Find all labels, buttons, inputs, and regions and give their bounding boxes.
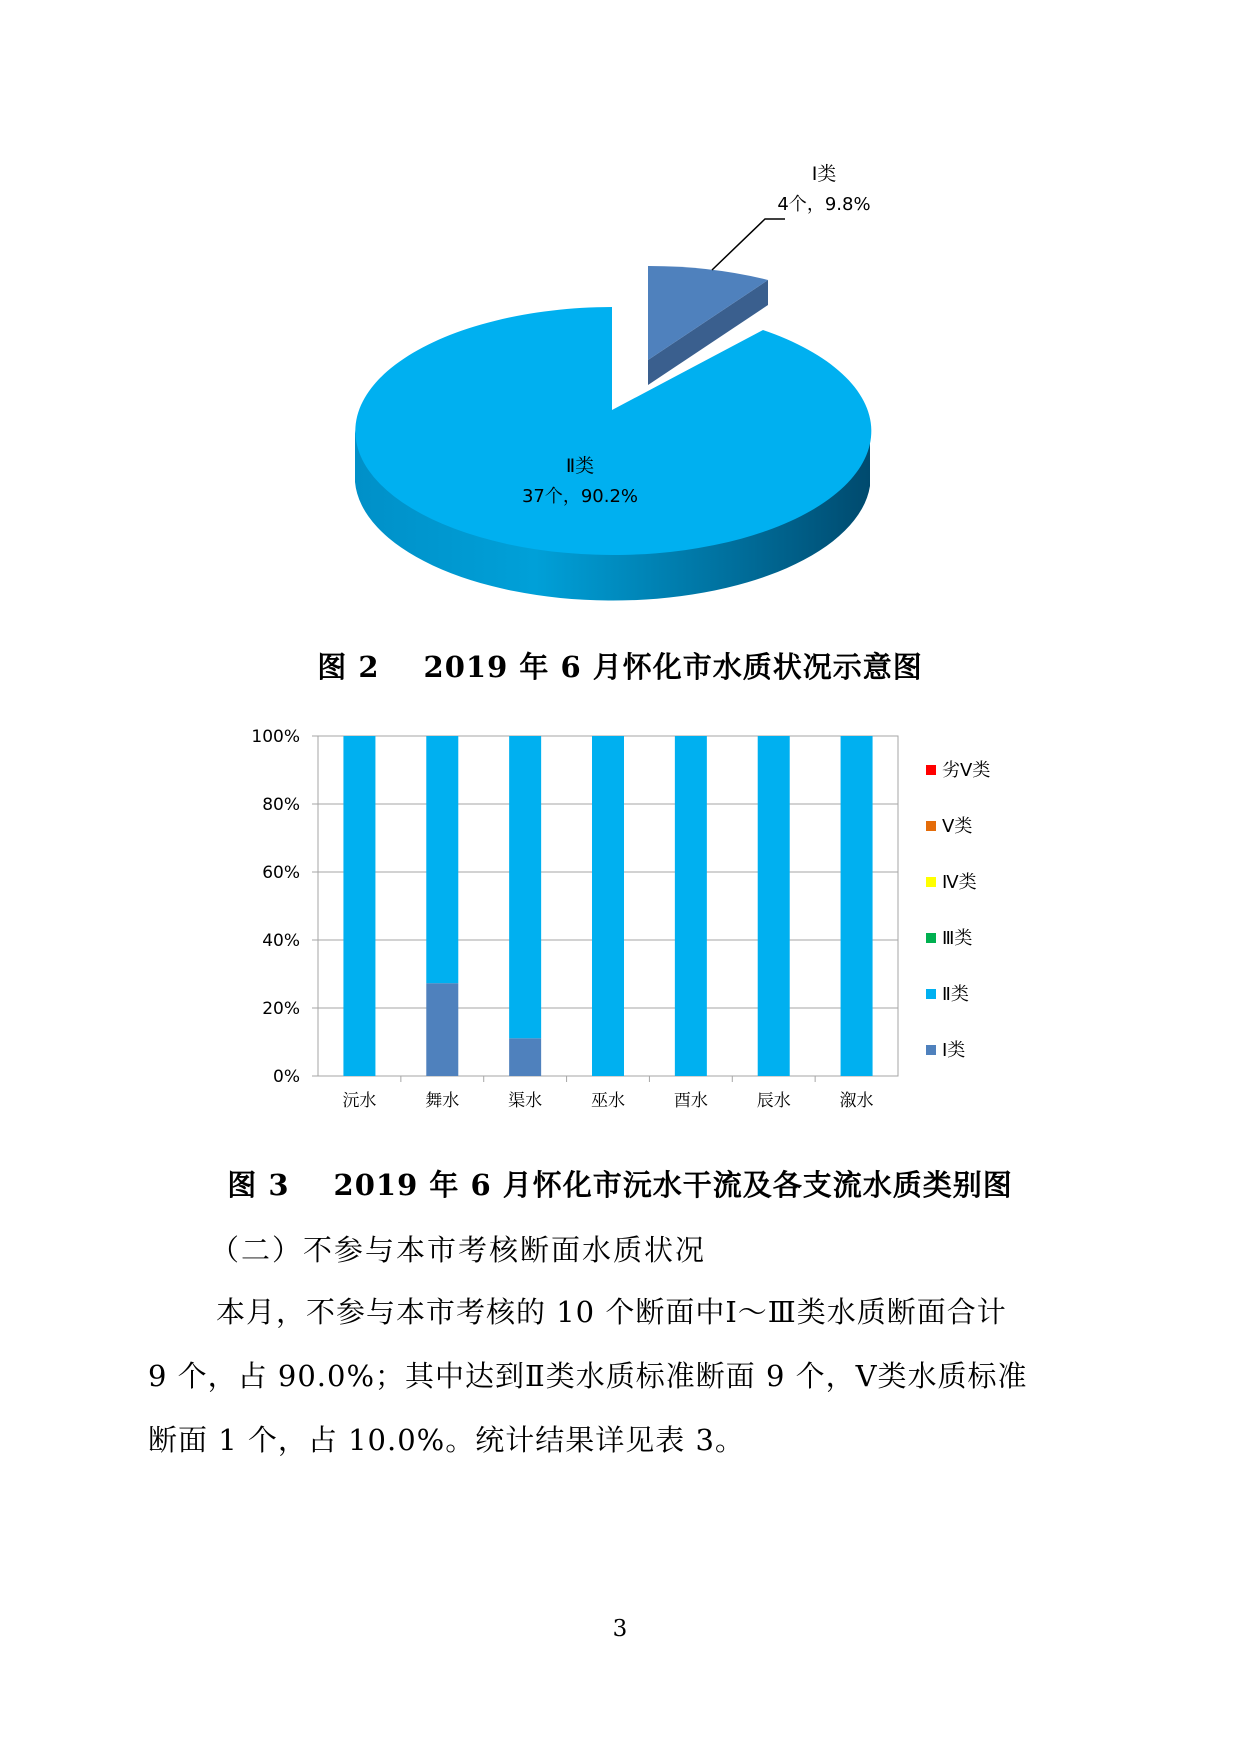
figure-3-caption xyxy=(0,1163,1240,1204)
pie-leader-line xyxy=(712,219,785,270)
legend-label: Ⅲ类 xyxy=(942,928,973,949)
legend-label: Ⅰ类 xyxy=(942,1040,966,1061)
bar-segment xyxy=(426,736,458,983)
legend-label: Ⅴ类 xyxy=(942,816,973,837)
legend-label: Ⅳ类 xyxy=(942,872,977,893)
paragraph-line-3: 断面 1 个，占 10.0%。统计结果详见表 3。 xyxy=(148,1423,745,1457)
legend-label: 劣Ⅴ类 xyxy=(942,760,991,781)
bar-segment xyxy=(426,983,458,1076)
x-tick-label: 沅水 xyxy=(342,1091,377,1111)
x-tick-label: 辰水 xyxy=(756,1091,791,1111)
pie-chart-svg xyxy=(0,0,1240,640)
y-tick-label: 80% xyxy=(262,795,300,815)
y-tick-label: 20% xyxy=(262,999,300,1019)
pie-label-i-name: Ⅰ类 xyxy=(811,163,837,185)
y-tick-label: 40% xyxy=(262,931,300,951)
legend-swatch xyxy=(926,765,936,775)
bar-segment xyxy=(592,736,624,1076)
figure-2-caption xyxy=(0,645,1240,686)
pie-chart xyxy=(0,0,1240,640)
legend-label: Ⅱ类 xyxy=(942,984,969,1005)
page-number: 3 xyxy=(612,1616,628,1642)
legend-swatch xyxy=(926,933,936,943)
legend-swatch xyxy=(926,1045,936,1055)
figure-3-number: 图 3 xyxy=(227,1168,290,1202)
x-tick-label: 渠水 xyxy=(508,1091,543,1111)
y-tick-label: 0% xyxy=(273,1067,300,1087)
stacked-bar-chart xyxy=(0,700,1240,1120)
bar-segment xyxy=(509,1038,541,1076)
bar-segment xyxy=(343,736,375,1076)
bar-segment xyxy=(509,736,541,1038)
paragraph-line-2: 9 个，占 90.0%；其中达到Ⅱ类水质标准断面 9 个，Ⅴ类水质标准 xyxy=(148,1359,1028,1393)
x-tick-label: 巫水 xyxy=(591,1091,625,1111)
paragraph-line-1: 本月，不参与本市考核的 10 个断面中Ⅰ～Ⅲ类水质断面合计 xyxy=(216,1295,1007,1329)
bar-segment xyxy=(758,736,790,1076)
figure-3-title: 2019 年 6 月怀化市沅水干流及各支流水质类别图 xyxy=(333,1168,1013,1202)
pie-slice-ii xyxy=(355,307,871,555)
legend-swatch xyxy=(926,989,936,999)
section-heading: （二）不参与本市考核断面水质状况 xyxy=(210,1233,707,1267)
bar-segment xyxy=(675,736,707,1076)
legend-swatch xyxy=(926,821,936,831)
bar-chart-svg xyxy=(0,700,1240,1120)
body-paragraph xyxy=(148,1280,1092,1472)
x-tick-label: 酉水 xyxy=(673,1091,708,1111)
y-tick-label: 60% xyxy=(262,863,300,883)
x-tick-label: 舞水 xyxy=(425,1091,460,1111)
bar-segment xyxy=(841,736,873,1076)
y-tick-label: 100% xyxy=(251,727,300,747)
pie-label-i-value: 4个，9.8% xyxy=(777,194,871,215)
pie-label-ii-name: Ⅱ类 xyxy=(565,455,595,477)
figure-2-number: 图 2 xyxy=(317,650,380,684)
legend-swatch xyxy=(926,877,936,887)
figure-2-title: 2019 年 6 月怀化市水质状况示意图 xyxy=(423,650,923,684)
x-tick-label: 溆水 xyxy=(839,1091,874,1111)
pie-label-ii-value: 37个，90.2% xyxy=(521,486,639,507)
